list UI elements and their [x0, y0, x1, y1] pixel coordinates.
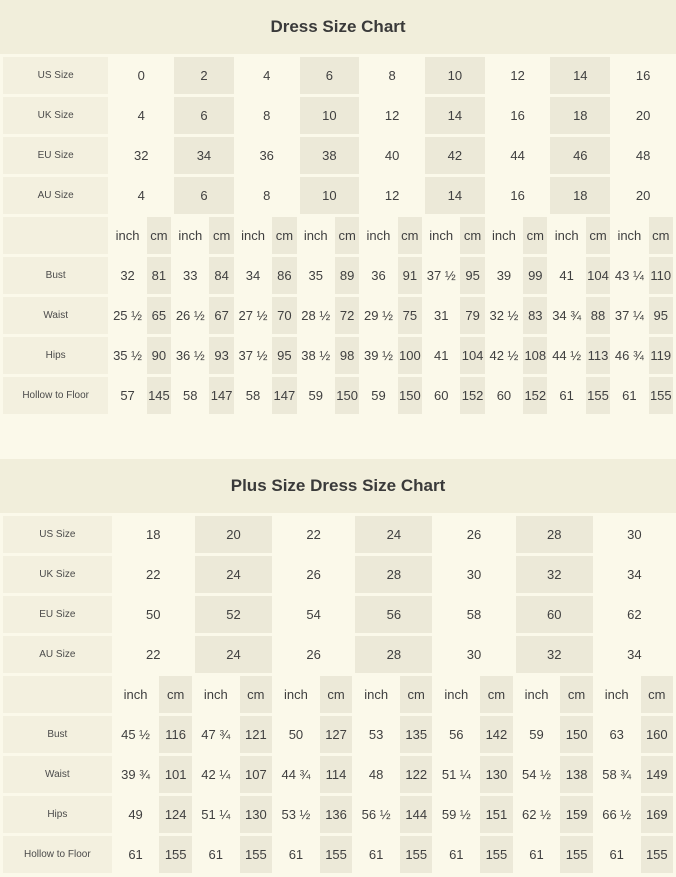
- size-cell: 24: [195, 556, 272, 593]
- measure-cell: 66 ½: [596, 796, 638, 833]
- measure-cell: 127: [320, 716, 352, 753]
- measure-cell: 130: [240, 796, 272, 833]
- unit-cm: cm: [147, 217, 171, 254]
- measure-cell: 37 ¼: [613, 297, 645, 334]
- row-label: EU Size: [3, 137, 108, 174]
- size-cell: 4: [111, 177, 171, 214]
- size-cell: 40: [362, 137, 422, 174]
- measure-cell: 114: [320, 756, 352, 793]
- size-cell: 8: [362, 57, 422, 94]
- size-cell: 14: [550, 57, 610, 94]
- size-cell: 6: [300, 57, 360, 94]
- measure-cell: 110: [649, 257, 673, 294]
- measure-cell: 135: [400, 716, 432, 753]
- measure-cell: 61: [613, 377, 645, 414]
- measure-cell: 61: [596, 836, 638, 873]
- measure-cell: 169: [641, 796, 673, 833]
- size-cell: 0: [111, 57, 171, 94]
- measure-row: [3, 716, 673, 753]
- size-cell: 8: [237, 177, 297, 214]
- measure-cell: 81: [147, 257, 171, 294]
- measure-cell: 46 ¾: [613, 337, 645, 374]
- measure-cell: 155: [586, 377, 610, 414]
- size-cell: 10: [300, 97, 360, 134]
- size-row: [3, 177, 673, 214]
- unit-cm: cm: [586, 217, 610, 254]
- size-table: [0, 54, 676, 417]
- measure-row: [3, 377, 673, 414]
- measure-cell: 151: [480, 796, 512, 833]
- measure-cell: 58: [174, 377, 206, 414]
- size-cell: 18: [550, 97, 610, 134]
- row-label: UK Size: [3, 97, 108, 134]
- unit-inch: inch: [195, 676, 237, 713]
- measure-cell: 104: [586, 257, 610, 294]
- measure-cell: 62 ½: [516, 796, 558, 833]
- measure-cell: 51 ¼: [195, 796, 237, 833]
- size-cell: 14: [425, 177, 485, 214]
- row-label: AU Size: [3, 636, 112, 673]
- unit-cm: cm: [398, 217, 422, 254]
- size-cell: 20: [195, 516, 272, 553]
- unit-cm: cm: [400, 676, 432, 713]
- plus-size-dress-size-chart: [0, 459, 676, 876]
- size-cell: 28: [355, 556, 432, 593]
- unit-inch: inch: [237, 217, 269, 254]
- measure-cell: 60: [488, 377, 520, 414]
- measure-cell: 61: [115, 836, 157, 873]
- measure-cell: 152: [523, 377, 547, 414]
- size-cell: 62: [596, 596, 673, 633]
- row-label: Waist: [3, 297, 108, 334]
- unit-cm: cm: [641, 676, 673, 713]
- measure-cell: 159: [560, 796, 592, 833]
- size-cell: 44: [488, 137, 548, 174]
- size-cell: 18: [115, 516, 192, 553]
- measure-cell: 37 ½: [425, 257, 457, 294]
- measure-cell: 57: [111, 377, 143, 414]
- measure-cell: 33: [174, 257, 206, 294]
- size-cell: 20: [613, 177, 673, 214]
- measure-cell: 91: [398, 257, 422, 294]
- measure-cell: 58: [237, 377, 269, 414]
- size-cell: 6: [174, 97, 234, 134]
- measure-cell: 27 ½: [237, 297, 269, 334]
- measure-cell: 61: [195, 836, 237, 873]
- measure-cell: 41: [425, 337, 457, 374]
- measure-cell: 72: [335, 297, 359, 334]
- size-cell: 34: [596, 636, 673, 673]
- measure-cell: 54 ½: [516, 756, 558, 793]
- unit-cm: cm: [320, 676, 352, 713]
- size-cell: 22: [115, 636, 192, 673]
- measure-cell: 70: [272, 297, 296, 334]
- size-cell: 50: [115, 596, 192, 633]
- unit-inch: inch: [516, 676, 558, 713]
- unit-inch: inch: [355, 676, 397, 713]
- row-label: US Size: [3, 516, 112, 553]
- size-row: [3, 596, 673, 633]
- unit-row: [3, 676, 673, 713]
- row-label-empty: [3, 217, 108, 254]
- size-cell: 60: [516, 596, 593, 633]
- measure-cell: 152: [460, 377, 484, 414]
- measure-cell: 155: [400, 836, 432, 873]
- measure-cell: 150: [560, 716, 592, 753]
- measure-cell: 124: [159, 796, 191, 833]
- measure-cell: 42 ½: [488, 337, 520, 374]
- measure-cell: 31: [425, 297, 457, 334]
- size-cell: 2: [174, 57, 234, 94]
- measure-cell: 56 ½: [355, 796, 397, 833]
- size-cell: 14: [425, 97, 485, 134]
- size-cell: 48: [613, 137, 673, 174]
- measure-cell: 95: [649, 297, 673, 334]
- measure-row: [3, 836, 673, 873]
- measure-cell: 35: [300, 257, 332, 294]
- measure-cell: 50: [275, 716, 317, 753]
- unit-inch: inch: [362, 217, 394, 254]
- unit-inch: inch: [174, 217, 206, 254]
- measure-cell: 45 ½: [115, 716, 157, 753]
- measure-cell: 147: [209, 377, 233, 414]
- size-cell: 10: [425, 57, 485, 94]
- measure-cell: 107: [240, 756, 272, 793]
- measure-cell: 43 ¼: [613, 257, 645, 294]
- size-rows: [3, 516, 673, 873]
- measure-cell: 142: [480, 716, 512, 753]
- measure-cell: 37 ½: [237, 337, 269, 374]
- measure-cell: 32: [111, 257, 143, 294]
- row-label-empty: [3, 676, 112, 713]
- measure-cell: 39 ¾: [115, 756, 157, 793]
- measure-cell: 144: [400, 796, 432, 833]
- measure-cell: 155: [641, 836, 673, 873]
- measure-cell: 44 ¾: [275, 756, 317, 793]
- row-label: Hips: [3, 796, 112, 833]
- measure-cell: 61: [275, 836, 317, 873]
- measure-row: [3, 337, 673, 374]
- size-cell: 42: [425, 137, 485, 174]
- measure-cell: 147: [272, 377, 296, 414]
- row-label: EU Size: [3, 596, 112, 633]
- row-label: AU Size: [3, 177, 108, 214]
- unit-inch: inch: [300, 217, 332, 254]
- measure-cell: 99: [523, 257, 547, 294]
- measure-cell: 86: [272, 257, 296, 294]
- row-label: US Size: [3, 57, 108, 94]
- measure-cell: 149: [641, 756, 673, 793]
- measure-cell: 28 ½: [300, 297, 332, 334]
- size-table: [0, 513, 676, 876]
- size-cell: 46: [550, 137, 610, 174]
- unit-cm: cm: [272, 217, 296, 254]
- size-cell: 34: [596, 556, 673, 593]
- size-cell: 16: [488, 177, 548, 214]
- unit-inch: inch: [425, 217, 457, 254]
- measure-cell: 155: [320, 836, 352, 873]
- unit-inch: inch: [550, 217, 582, 254]
- row-label: Waist: [3, 756, 112, 793]
- unit-row: [3, 217, 673, 254]
- size-cell: 52: [195, 596, 272, 633]
- measure-row: [3, 257, 673, 294]
- measure-cell: 61: [550, 377, 582, 414]
- measure-cell: 83: [523, 297, 547, 334]
- size-cell: 26: [435, 516, 512, 553]
- measure-cell: 29 ½: [362, 297, 394, 334]
- measure-cell: 138: [560, 756, 592, 793]
- measure-row: [3, 796, 673, 833]
- size-cell: 28: [516, 516, 593, 553]
- unit-inch: inch: [613, 217, 645, 254]
- size-row: [3, 57, 673, 94]
- measure-cell: 84: [209, 257, 233, 294]
- measure-cell: 42 ¼: [195, 756, 237, 793]
- unit-cm: cm: [523, 217, 547, 254]
- measure-cell: 113: [586, 337, 610, 374]
- size-cell: 36: [237, 137, 297, 174]
- measure-cell: 160: [641, 716, 673, 753]
- measure-cell: 49: [115, 796, 157, 833]
- size-cell: 26: [275, 636, 352, 673]
- measure-cell: 60: [425, 377, 457, 414]
- measure-cell: 47 ¾: [195, 716, 237, 753]
- measure-cell: 155: [649, 377, 673, 414]
- unit-inch: inch: [488, 217, 520, 254]
- size-cell: 58: [435, 596, 512, 633]
- measure-cell: 136: [320, 796, 352, 833]
- measure-cell: 26 ½: [174, 297, 206, 334]
- measure-cell: 53 ½: [275, 796, 317, 833]
- measure-cell: 59 ½: [435, 796, 477, 833]
- size-row: [3, 516, 673, 553]
- measure-cell: 59: [362, 377, 394, 414]
- unit-cm: cm: [209, 217, 233, 254]
- measure-row: [3, 756, 673, 793]
- size-cell: 20: [613, 97, 673, 134]
- size-cell: 24: [355, 516, 432, 553]
- unit-inch: inch: [275, 676, 317, 713]
- row-label: UK Size: [3, 556, 112, 593]
- measure-cell: 119: [649, 337, 673, 374]
- measure-cell: 61: [355, 836, 397, 873]
- measure-cell: 56: [435, 716, 477, 753]
- measure-cell: 38 ½: [300, 337, 332, 374]
- measure-cell: 79: [460, 297, 484, 334]
- size-cell: 24: [195, 636, 272, 673]
- row-label: Bust: [3, 257, 108, 294]
- size-cell: 30: [435, 636, 512, 673]
- unit-inch: inch: [435, 676, 477, 713]
- size-row: [3, 97, 673, 134]
- measure-cell: 48: [355, 756, 397, 793]
- measure-cell: 155: [560, 836, 592, 873]
- unit-cm: cm: [480, 676, 512, 713]
- measure-cell: 121: [240, 716, 272, 753]
- measure-cell: 59: [516, 716, 558, 753]
- size-cell: 4: [237, 57, 297, 94]
- measure-cell: 36 ½: [174, 337, 206, 374]
- measure-cell: 44 ½: [550, 337, 582, 374]
- size-cell: 30: [435, 556, 512, 593]
- measure-cell: 150: [335, 377, 359, 414]
- measure-cell: 93: [209, 337, 233, 374]
- size-cell: 30: [596, 516, 673, 553]
- measure-cell: 150: [398, 377, 422, 414]
- measure-cell: 51 ¼: [435, 756, 477, 793]
- size-cell: 18: [550, 177, 610, 214]
- measure-cell: 34: [237, 257, 269, 294]
- size-cell: 12: [362, 97, 422, 134]
- measure-cell: 98: [335, 337, 359, 374]
- unit-inch: inch: [115, 676, 157, 713]
- measure-cell: 155: [159, 836, 191, 873]
- measure-cell: 39: [488, 257, 520, 294]
- size-rows: [3, 57, 673, 414]
- measure-cell: 61: [516, 836, 558, 873]
- size-cell: 26: [275, 556, 352, 593]
- size-cell: 56: [355, 596, 432, 633]
- measure-cell: 75: [398, 297, 422, 334]
- measure-cell: 61: [435, 836, 477, 873]
- unit-cm: cm: [649, 217, 673, 254]
- measure-cell: 108: [523, 337, 547, 374]
- row-label: Bust: [3, 716, 112, 753]
- measure-cell: 155: [240, 836, 272, 873]
- size-cell: 22: [115, 556, 192, 593]
- measure-cell: 95: [460, 257, 484, 294]
- unit-cm: cm: [159, 676, 191, 713]
- size-cell: 6: [174, 177, 234, 214]
- row-label: Hollow to Floor: [3, 836, 112, 873]
- size-cell: 8: [237, 97, 297, 134]
- measure-cell: 130: [480, 756, 512, 793]
- size-cell: 10: [300, 177, 360, 214]
- measure-cell: 63: [596, 716, 638, 753]
- unit-cm: cm: [335, 217, 359, 254]
- size-row: [3, 556, 673, 593]
- size-cell: 12: [488, 57, 548, 94]
- size-cell: 28: [355, 636, 432, 673]
- measure-cell: 53: [355, 716, 397, 753]
- unit-inch: inch: [596, 676, 638, 713]
- dress-size-chart: [0, 0, 676, 417]
- chart-title: Dress Size Chart: [0, 0, 676, 54]
- unit-cm: cm: [460, 217, 484, 254]
- measure-cell: 101: [159, 756, 191, 793]
- size-cell: 32: [516, 636, 593, 673]
- measure-cell: 116: [159, 716, 191, 753]
- size-cell: 38: [300, 137, 360, 174]
- chart-title: Plus Size Dress Size Chart: [0, 459, 676, 513]
- measure-cell: 39 ½: [362, 337, 394, 374]
- measure-cell: 65: [147, 297, 171, 334]
- measure-cell: 145: [147, 377, 171, 414]
- measure-cell: 25 ½: [111, 297, 143, 334]
- measure-cell: 88: [586, 297, 610, 334]
- measure-cell: 36: [362, 257, 394, 294]
- unit-cm: cm: [560, 676, 592, 713]
- unit-inch: inch: [111, 217, 143, 254]
- measure-cell: 89: [335, 257, 359, 294]
- measure-cell: 104: [460, 337, 484, 374]
- row-label: Hips: [3, 337, 108, 374]
- size-row: [3, 137, 673, 174]
- measure-cell: 90: [147, 337, 171, 374]
- row-label: Hollow to Floor: [3, 377, 108, 414]
- size-cell: 32: [111, 137, 171, 174]
- measure-cell: 35 ½: [111, 337, 143, 374]
- size-cell: 22: [275, 516, 352, 553]
- size-cell: 4: [111, 97, 171, 134]
- unit-cm: cm: [240, 676, 272, 713]
- size-cell: 16: [613, 57, 673, 94]
- measure-cell: 41: [550, 257, 582, 294]
- measure-cell: 32 ½: [488, 297, 520, 334]
- size-cell: 12: [362, 177, 422, 214]
- measure-cell: 122: [400, 756, 432, 793]
- measure-cell: 100: [398, 337, 422, 374]
- measure-cell: 155: [480, 836, 512, 873]
- measure-cell: 59: [300, 377, 332, 414]
- size-row: [3, 636, 673, 673]
- size-cell: 34: [174, 137, 234, 174]
- measure-row: [3, 297, 673, 334]
- measure-cell: 67: [209, 297, 233, 334]
- size-cell: 54: [275, 596, 352, 633]
- size-cell: 16: [488, 97, 548, 134]
- measure-cell: 34 ¾: [550, 297, 582, 334]
- measure-cell: 58 ¾: [596, 756, 638, 793]
- size-cell: 32: [516, 556, 593, 593]
- measure-cell: 95: [272, 337, 296, 374]
